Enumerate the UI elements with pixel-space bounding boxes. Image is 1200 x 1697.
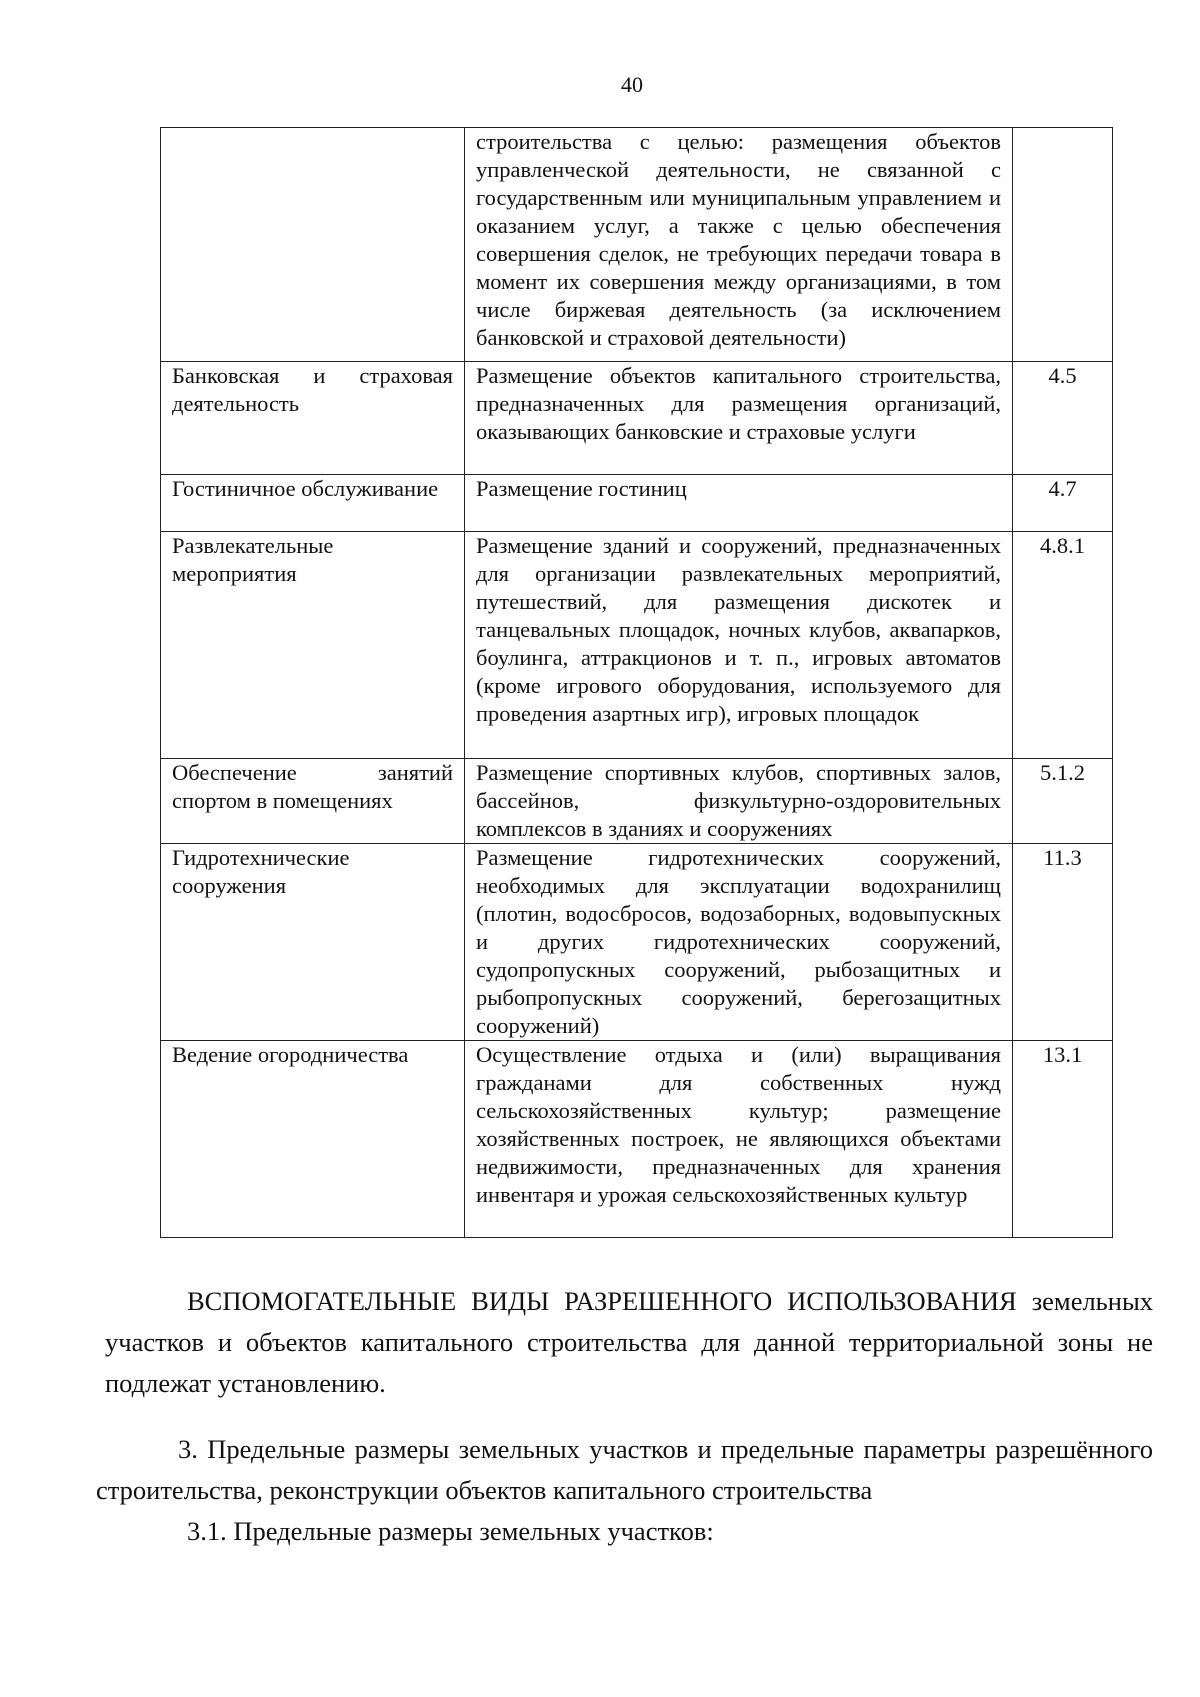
use-type-description: Размещение гостиниц (465, 475, 1013, 532)
use-type-description: Размещение зданий и сооружений, предназначенных для организации развлекательных мероприятий, путешествий, для размещения дискотек и танцевальных площадок, ночных клубов, аквапарков, боулинга, аттракционов и т. п., игровых автоматов (кроме игрового оборудования, используемого для проведения азартных игр), игровых площадок (465, 532, 1013, 759)
use-type-name: Гостиничное обслуживание (161, 475, 465, 532)
use-type-description: Размещение спортивных клубов, спортивных залов, бассейнов, физкультурно-оздоровительных комплексов в зданиях и сооружениях (465, 759, 1013, 844)
use-type-code: 4.7 (1013, 475, 1113, 532)
auxiliary-uses-paragraph: ВСПОМОГАТЕЛЬНЫЕ ВИДЫ РАЗРЕШЕННОГО ИСПОЛЬЗОВАНИЯ земельных участков и объектов капитального строительства для данной территориальной зоны не подлежат установлению. (105, 1286, 1153, 1398)
use-type-code: 11.3 (1013, 844, 1113, 1041)
use-type-code: 5.1.2 (1013, 759, 1113, 844)
use-type-name: Гидротехнические сооружения (161, 844, 465, 1041)
table-row (161, 532, 1113, 759)
section-3-heading: 3. Предельные размеры земельных участков и предельные параметры разрешённого строительства, реконструкции объектов капитального строительства (96, 1434, 1153, 1505)
use-type-description: Осуществление отдыха и (или) выращивания гражданами для собственных нужд сельскохозяйственных культур; размещение хозяйственных построек, не являющихся объектами недвижимости, предназначенных для хранения инвентаря и урожая сельскохозяйственных культур (465, 1041, 1013, 1238)
land-use-table (160, 127, 1113, 1238)
use-type-description: Размещение гидротехнических сооружений, необходимых для эксплуатации водохранилищ (плотин, водосбросов, водозаборных, водовыпускных и других гидротехнических сооружений, судопропускных сооружений, рыбозащитных и рыбопропускных сооружений, берегозащитных сооружений) (465, 844, 1013, 1041)
use-type-name: Ведение огородничества (161, 1041, 465, 1238)
table-row (161, 844, 1113, 1041)
table-row (161, 362, 1113, 475)
use-type-code: 4.5 (1013, 362, 1113, 475)
use-type-code (1013, 128, 1113, 362)
table-row (161, 759, 1113, 844)
use-type-name: Развлекательные мероприятия (161, 532, 465, 759)
page-number: 40 (621, 72, 643, 97)
use-type-name: Банковская и страховая деятельность (161, 362, 465, 475)
use-type-name (161, 128, 465, 362)
table-row (161, 128, 1113, 362)
use-type-name: Обеспечение занятий спортом в помещениях (161, 759, 465, 844)
use-type-description: строительства с целью: размещения объектов управленческой деятельности, не связанной с государственным или муниципальным управлением и оказанием услуг, а также с целью обеспечения совершения сделок, не требующих передачи товара в момент их совершения между организациями, в том числе биржевая деятельность (за исключением банковской и страховой деятельности) (465, 128, 1013, 362)
use-type-code: 4.8.1 (1013, 532, 1113, 759)
section-3-1-heading: 3.1. Предельные размеры земельных участков: (187, 1516, 714, 1546)
use-type-description: Размещение объектов капитального строительства, предназначенных для размещения организаций, оказывающих банковские и страховые услуги (465, 362, 1013, 475)
use-type-code: 13.1 (1013, 1041, 1113, 1238)
table-row (161, 1041, 1113, 1238)
table-row (161, 475, 1113, 532)
